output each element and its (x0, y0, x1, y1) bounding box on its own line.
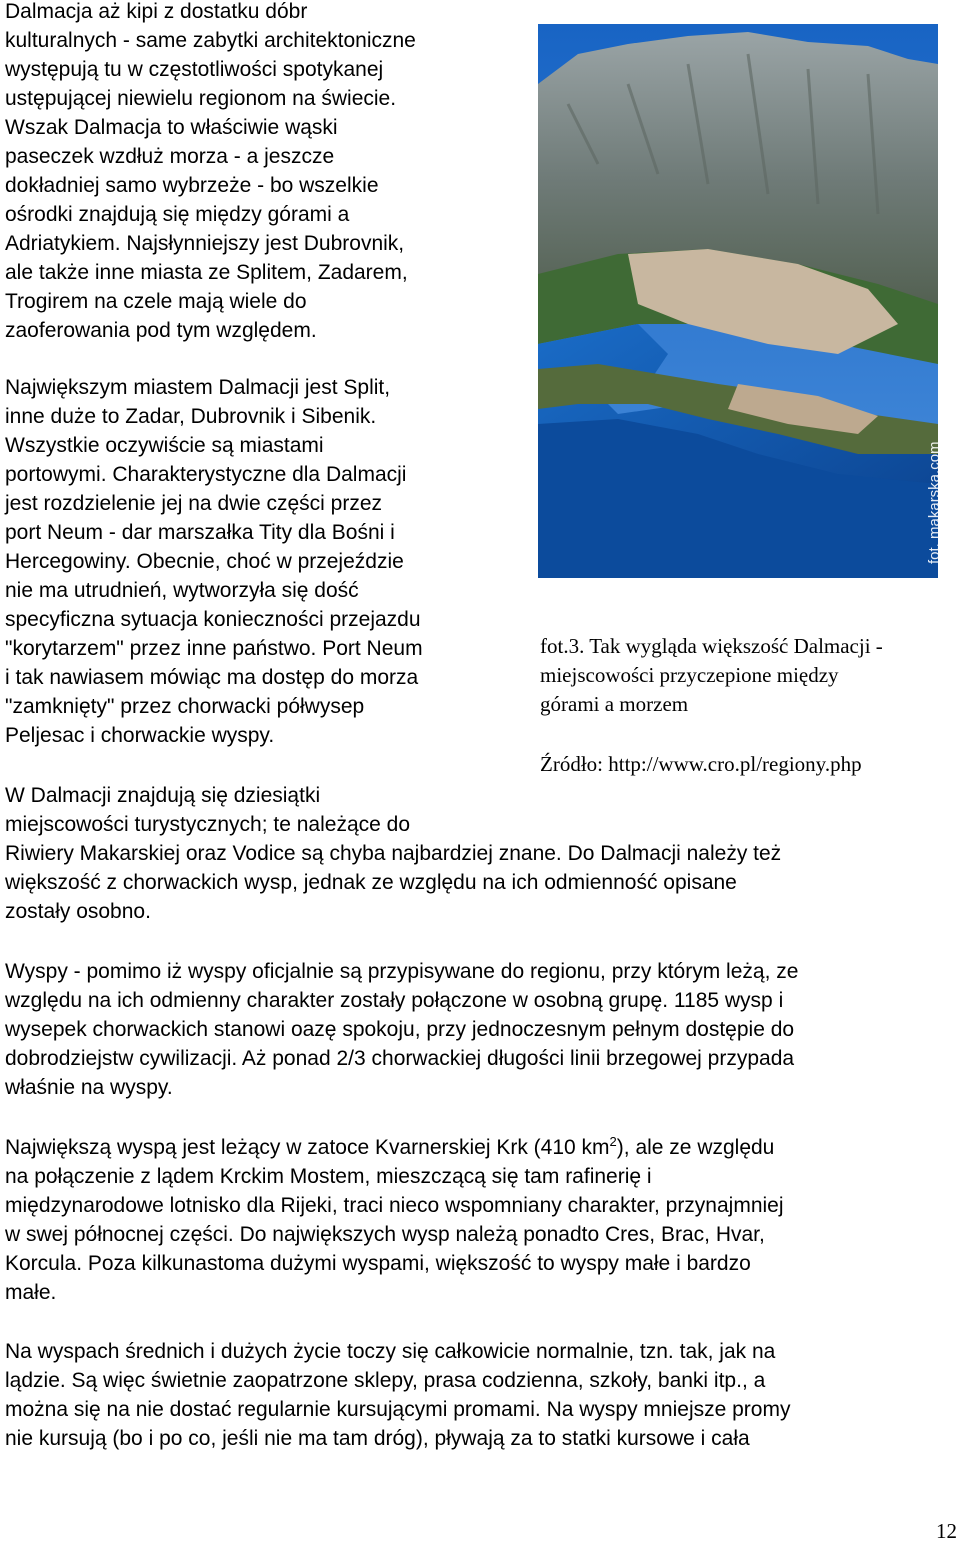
text-line: fot.3. Tak wygląda większość Dalmacji - (540, 634, 883, 658)
paragraph-islands (5, 957, 798, 1102)
text-line: Adriatykiem. Najsłynniejszy jest Dubrovnik, (5, 232, 405, 255)
text-line: Największym miastem Dalmacji jest Split, (5, 376, 391, 399)
text-line: ale także inne miasta ze Splitem, Zadarem, (5, 261, 408, 284)
page-number: 12 (936, 1519, 957, 1543)
text-line (5, 1133, 784, 1162)
text-line: miejscowości przyczepione między (540, 663, 839, 687)
text-line: międzynarodowe lotnisko dla Rijeki, traci nieco wspomniany charakter, przynajmniej (5, 1194, 784, 1217)
text-line: lądzie. Są więc świetnie zaopatrzone sklepy, prasa codzienna, szkoły, banki itp., a (5, 1369, 766, 1392)
text-line: Wyspy - pomimo iż wyspy oficjalnie są przypisywane do regionu, przy którym leżą, ze (5, 960, 799, 983)
text-fragment: ), ale ze względu (616, 1136, 775, 1159)
text-line: na połączenie z lądem Krckim Mostem, mieszczącą się tam rafinerię i (5, 1165, 652, 1188)
text-line: występują tu w częstotliwości spotykanej (5, 58, 384, 81)
text-line: Peljesac i chorwackie wyspy. (5, 724, 275, 747)
text-line: ośrodki znajdują się między górami a (5, 203, 350, 226)
text-line: Wszak Dalmacja to właściwie wąski (5, 116, 338, 139)
text-line: zaoferowania pod tym względem. (5, 319, 317, 342)
paragraph-island-life (5, 1337, 790, 1453)
text-line: port Neum - dar marszałka Tity dla Bośni i (5, 521, 395, 544)
text-line: dobrodziejstw cywilizacji. Aż ponad 2/3 chorwackiej długości linii brzegowej przypada (5, 1047, 795, 1070)
text-line: w swej północnej części. Do największych wysp należą ponadto Cres, Brac, Hvar, (5, 1223, 765, 1246)
text-line: wysepek chorwackich stanowi oazę spokoju, przy jednoczesnym pełnym dostępie do (5, 1018, 795, 1041)
text-line: małe. (5, 1281, 57, 1304)
text-line: jest rozdzielenie jej na dwie części przez (5, 492, 383, 515)
text-line: kulturalnych - same zabytki architektoniczne (5, 29, 416, 52)
photo-landscape (538, 24, 938, 578)
text-line: zostały osobno. (5, 900, 151, 923)
text-fragment: Największą wyspą jest leżący w zatoce Kvarnerskiej Krk (410 km (5, 1136, 610, 1159)
text-line: dokładniej samo wybrzeże - bo wszelkie (5, 174, 379, 197)
text-line: paseczek wzdłuż morza - a jeszcze (5, 145, 335, 168)
text-line: nie kursują (bo i po co, jeśli nie ma tam dróg), pływają za to statki kursowe i cała (5, 1427, 750, 1450)
paragraph-intro (5, 0, 416, 345)
text-line: Korcula. Poza kilkunastoma dużymi wyspami, większość to wyspy małe i bardzo (5, 1252, 751, 1275)
text-line: portowymi. Charakterystyczne dla Dalmacji (5, 463, 407, 486)
photo-caption (540, 632, 883, 719)
text-line: specyficzna sytuacja konieczności przejazdu (5, 608, 421, 631)
text-line: Trogirem na czele mają wiele do (5, 290, 307, 313)
text-line: Wszystkie oczywiście są miastami (5, 434, 324, 457)
text-line: i tak nawiasem mówiąc ma dostęp do morza (5, 666, 419, 689)
text-line: nie ma utrudnień, wytworzyła się dość (5, 579, 359, 602)
text-line: W Dalmacji znajdują się dziesiątki (5, 784, 321, 807)
text-line: miejscowości turystycznych; te należące do (5, 813, 410, 836)
text-line: Dalmacja aż kipi z dostatku dóbr (5, 0, 308, 23)
text-line: inne duże to Zadar, Dubrovnik i Sibenik. (5, 405, 377, 428)
text-line: górami a morzem (540, 692, 689, 716)
text-line: Riwiery Makarskiej oraz Vodice są chyba najbardziej znane. Do Dalmacji należy też (5, 842, 782, 865)
text-line: właśnie na wyspy. (5, 1076, 173, 1099)
text-line: można się na nie dostać regularnie kursującymi promami. Na wyspy mniejsze promy (5, 1398, 791, 1421)
text-line: "korytarzem" przez inne państwo. Port Neum (5, 637, 423, 660)
text-line: większość z chorwackich wysp, jednak ze względu na ich odmienność opisane (5, 871, 737, 894)
text-line: "zamknięty" przez chorwacki półwysep (5, 695, 365, 718)
text-line: Hercegowiny. Obecnie, choć w przejeździe (5, 550, 404, 573)
paragraph-cities (5, 373, 423, 750)
paragraph-krk (5, 1133, 784, 1307)
paragraph-resorts (5, 781, 781, 926)
text-line: Na wyspach średnich i dużych życie toczy się całkowicie normalnie, tzn. tak, jak na (5, 1340, 776, 1363)
photo-source: Źródło: http://www.cro.pl/regiony.php (540, 752, 862, 776)
text-line: względu na ich odmienny charakter zostały połączone w osobną grupę. 1185 wysp i (5, 989, 784, 1012)
photo-watermark: fot. makarska.com (926, 441, 943, 564)
text-line: ustępującej niewielu regionom na świecie. (5, 87, 397, 110)
dalmatia-photo (538, 24, 943, 578)
superscript: 2 (609, 1134, 617, 1149)
